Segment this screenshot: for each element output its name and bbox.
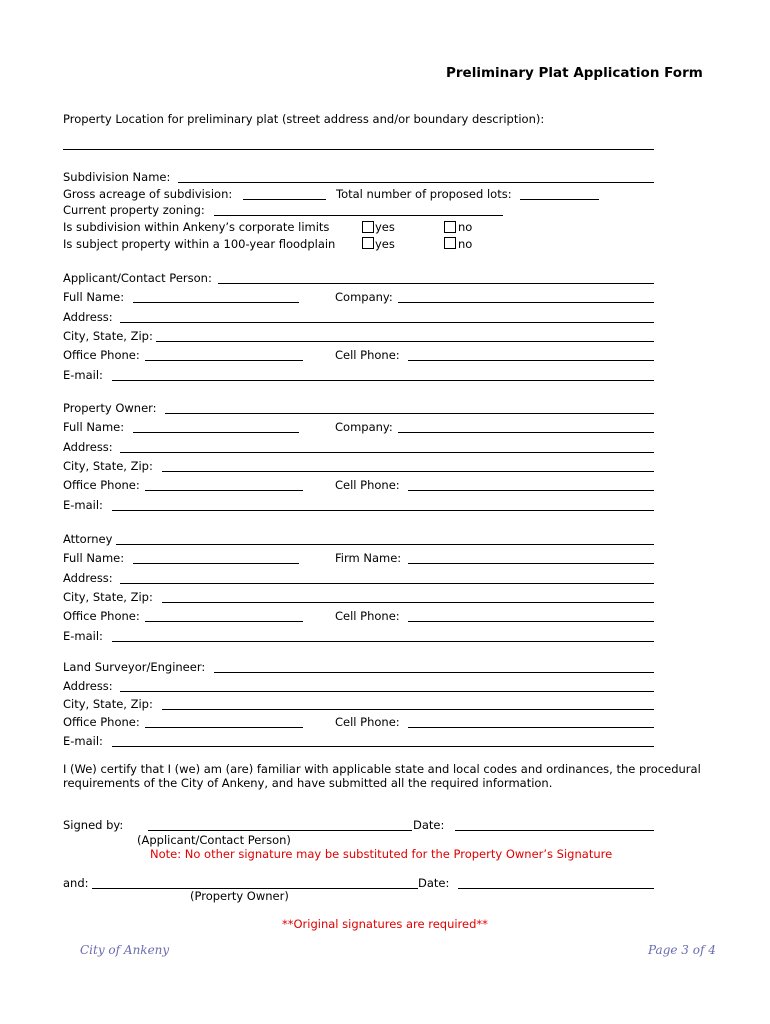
attorney-firm-name-field[interactable]	[408, 563, 654, 564]
attorney-city-field[interactable]	[162, 602, 654, 603]
proposed-lots-field[interactable]	[520, 199, 599, 200]
property-location-label: Property Location for preliminary plat (street address and/or boundary description):	[63, 112, 545, 126]
applicant-email-label: E-mail:	[63, 368, 103, 382]
owner-cell-phone-label: Cell Phone:	[335, 478, 400, 492]
property-location-field[interactable]	[63, 149, 654, 150]
applicant-date-label: Date:	[413, 818, 445, 832]
attorney-office-phone-label: Office Phone:	[63, 609, 140, 623]
attorney-email-field[interactable]	[112, 641, 654, 642]
certification-text-line1: I (We) certify that I (we) am (are) familiar with applicable state and local codes and ordinances, the procedural	[63, 762, 701, 776]
attorney-address-label: Address:	[63, 571, 113, 585]
applicant-company-label: Company:	[335, 290, 393, 304]
surveyor-office-phone-label: Office Phone:	[63, 715, 140, 729]
surveyor-name-field[interactable]	[214, 672, 654, 673]
owner-office-phone-field[interactable]	[145, 490, 303, 491]
owner-office-phone-label: Office Phone:	[63, 478, 140, 492]
owner-company-field[interactable]	[398, 432, 654, 433]
owner-address-field[interactable]	[120, 452, 654, 453]
applicant-heading: Applicant/Contact Person:	[63, 271, 212, 285]
surveyor-cell-phone-label: Cell Phone:	[335, 715, 400, 729]
applicant-contact-field[interactable]	[218, 283, 654, 284]
attorney-city-label: City, State, Zip:	[63, 590, 153, 604]
subdivision-name-field[interactable]	[178, 182, 654, 183]
owner-email-field[interactable]	[112, 510, 654, 511]
applicant-city-label: City, State, Zip:	[63, 329, 153, 343]
and-label: and:	[63, 876, 89, 890]
applicant-office-phone-label: Office Phone:	[63, 348, 140, 362]
attorney-cell-phone-field[interactable]	[408, 621, 654, 622]
attorney-name-field[interactable]	[116, 544, 654, 545]
applicant-office-phone-field[interactable]	[145, 360, 303, 361]
applicant-full-name-label: Full Name:	[63, 290, 125, 304]
signature-note: Note: No other signature may be substituted for the Property Owner’s Signature	[150, 847, 613, 861]
corporate-limits-yes-checkbox[interactable]	[362, 221, 374, 233]
applicant-company-field[interactable]	[398, 302, 654, 303]
owner-date-label: Date:	[418, 876, 450, 890]
floodplain-label: Is subject property within a 100-year floodplain	[63, 237, 336, 251]
owner-name-field[interactable]	[165, 413, 654, 414]
owner-signature-caption: (Property Owner)	[190, 889, 289, 903]
page-title: Preliminary Plat Application Form	[446, 65, 703, 81]
corporate-limits-label: Is subdivision within Ankeny’s corporate limits	[63, 220, 330, 234]
surveyor-city-label: City, State, Zip:	[63, 697, 153, 711]
applicant-cell-phone-field[interactable]	[408, 360, 654, 361]
surveyor-email-label: E-mail:	[63, 734, 103, 748]
floodplain-yes-label: yes	[375, 237, 395, 251]
corporate-limits-no-label: no	[458, 220, 473, 234]
owner-full-name-label: Full Name:	[63, 420, 125, 434]
floodplain-no-checkbox[interactable]	[444, 237, 456, 249]
owner-full-name-field[interactable]	[133, 432, 299, 433]
floodplain-yes-checkbox[interactable]	[362, 237, 374, 249]
attorney-full-name-field[interactable]	[133, 563, 299, 564]
applicant-date-field[interactable]	[455, 830, 654, 831]
attorney-cell-phone-label: Cell Phone:	[335, 609, 400, 623]
surveyor-heading: Land Surveyor/Engineer:	[63, 660, 206, 674]
applicant-full-name-field[interactable]	[133, 302, 299, 303]
owner-heading: Property Owner:	[63, 401, 157, 415]
footer-page-number: Page 3 of 4	[648, 943, 716, 957]
applicant-address-label: Address:	[63, 310, 113, 324]
gross-acreage-label: Gross acreage of subdivision:	[63, 187, 233, 201]
current-zoning-label: Current property zoning:	[63, 203, 205, 217]
applicant-signature-field[interactable]	[148, 830, 412, 831]
owner-city-field[interactable]	[162, 471, 654, 472]
signed-by-label: Signed by:	[63, 818, 124, 832]
footer-city: City of Ankeny	[80, 943, 170, 957]
owner-email-label: E-mail:	[63, 498, 103, 512]
attorney-office-phone-field[interactable]	[145, 621, 303, 622]
surveyor-cell-phone-field[interactable]	[408, 727, 654, 728]
surveyor-address-field[interactable]	[120, 691, 654, 692]
attorney-address-field[interactable]	[120, 583, 654, 584]
surveyor-address-label: Address:	[63, 679, 113, 693]
attorney-full-name-label: Full Name:	[63, 551, 125, 565]
surveyor-office-phone-field[interactable]	[145, 727, 303, 728]
applicant-address-field[interactable]	[120, 322, 654, 323]
owner-city-label: City, State, Zip:	[63, 459, 153, 473]
applicant-city-field[interactable]	[156, 341, 654, 342]
owner-company-label: Company:	[335, 420, 393, 434]
subdivision-name-label: Subdivision Name:	[63, 170, 171, 184]
attorney-email-label: E-mail:	[63, 629, 103, 643]
certification-text-line2: requirements of the City of Ankeny, and have submitted all the required information.	[63, 776, 553, 790]
applicant-email-field[interactable]	[112, 380, 654, 381]
applicant-signature-caption: (Applicant/Contact Person)	[137, 833, 291, 847]
owner-address-label: Address:	[63, 440, 113, 454]
applicant-cell-phone-label: Cell Phone:	[335, 348, 400, 362]
owner-date-field[interactable]	[458, 888, 654, 889]
floodplain-no-label: no	[458, 237, 473, 251]
attorney-heading: Attorney	[63, 532, 113, 546]
original-signatures-required: **Original signatures are required**	[282, 917, 488, 931]
attorney-firm-name-label: Firm Name:	[335, 551, 402, 565]
corporate-limits-yes-label: yes	[375, 220, 395, 234]
surveyor-email-field[interactable]	[112, 746, 654, 747]
gross-acreage-field[interactable]	[243, 199, 326, 200]
corporate-limits-no-checkbox[interactable]	[444, 221, 456, 233]
owner-cell-phone-field[interactable]	[408, 490, 654, 491]
proposed-lots-label: Total number of proposed lots:	[336, 187, 512, 201]
current-zoning-field[interactable]	[214, 215, 503, 216]
surveyor-city-field[interactable]	[162, 709, 654, 710]
